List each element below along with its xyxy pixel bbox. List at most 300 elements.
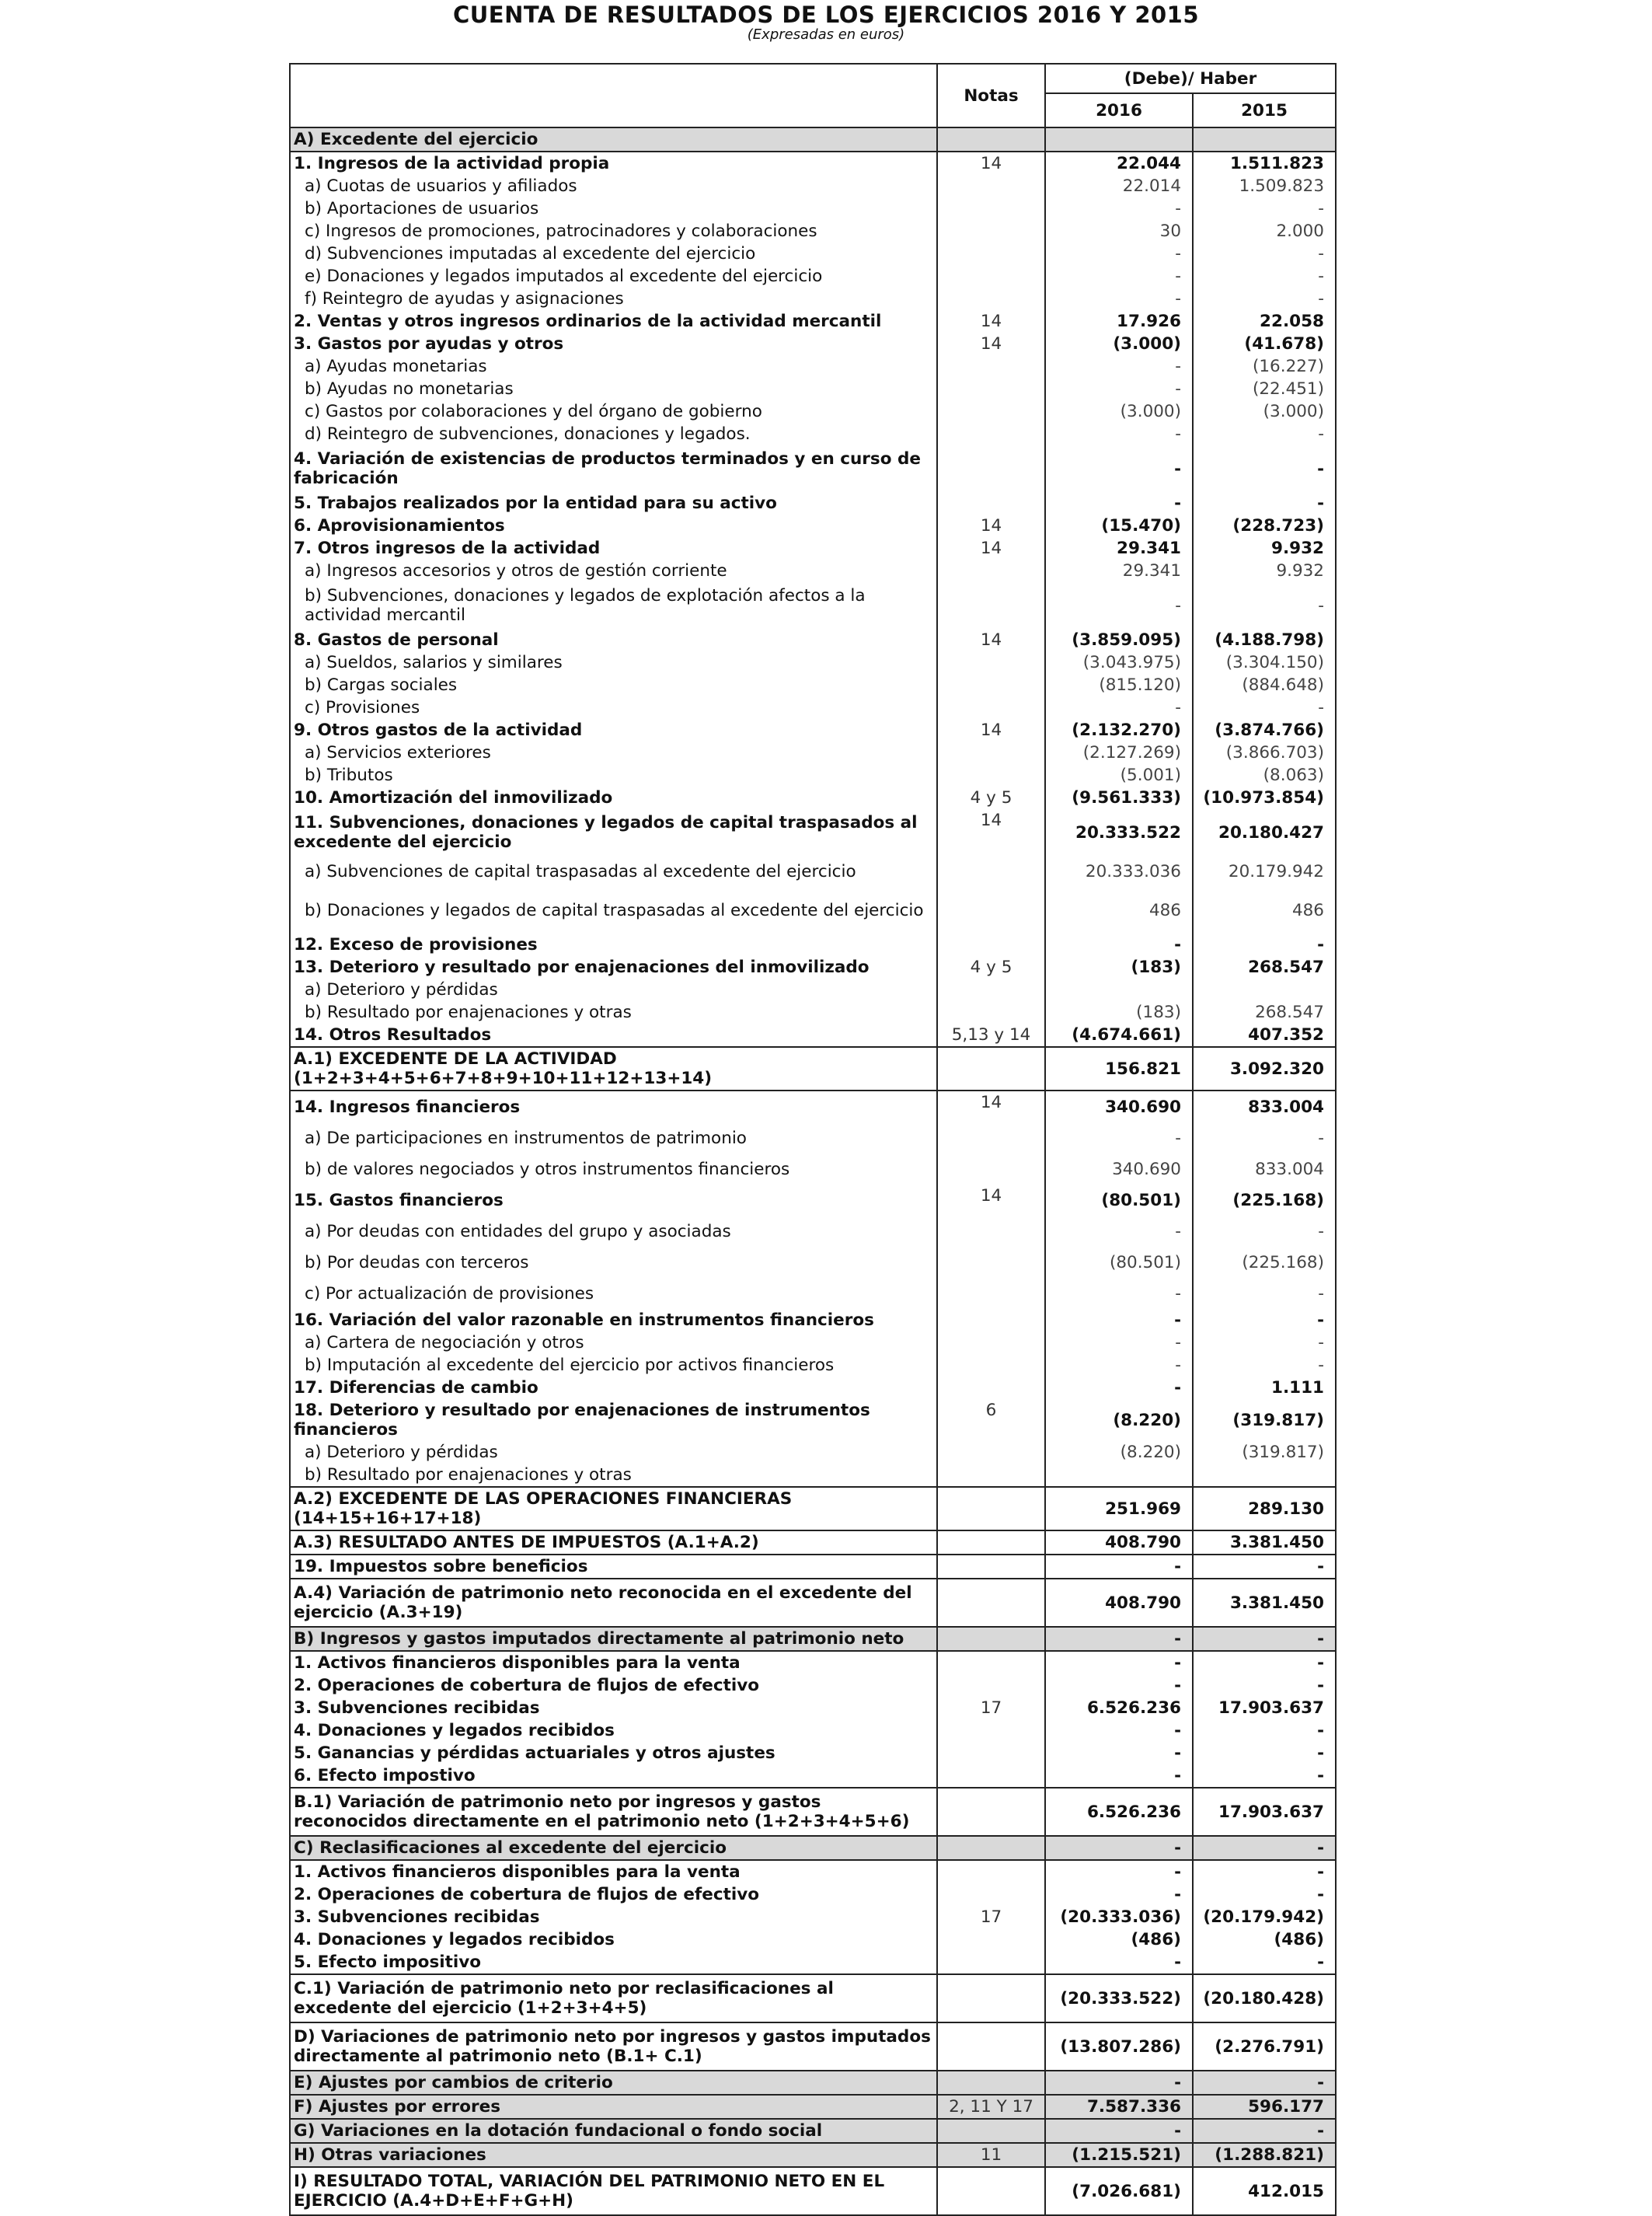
row-value-2016: (7.026.681) (1045, 2167, 1193, 2215)
row-value-2015: (20.179.942) (1193, 1906, 1336, 1928)
table-row (290, 856, 1336, 887)
table-row (290, 1530, 1336, 1555)
row-value-2015: - (1193, 1742, 1336, 1764)
table-row (290, 1399, 1336, 1441)
header-year-2016: 2016 (1045, 93, 1193, 127)
row-value-2016: - (1045, 1651, 1193, 1674)
row-value-2016: - (1045, 1354, 1193, 1377)
row-notes (937, 1122, 1045, 1153)
row-value-2016: - (1045, 2071, 1193, 2095)
table-row (290, 719, 1336, 742)
table-row (290, 1974, 1336, 2022)
row-label: 14. Ingresos financieros (290, 1091, 937, 1122)
row-value-2015: 22.058 (1193, 310, 1336, 333)
table-row (290, 1579, 1336, 1627)
row-value-2015: - (1193, 1674, 1336, 1697)
row-notes (937, 1788, 1045, 1836)
row-value-2015: (884.648) (1193, 674, 1336, 696)
row-value-2015: 3.381.450 (1193, 1579, 1336, 1627)
row-label: A.4) Variación de patrimonio neto reconocida en el excedente del ejercicio (A.3+19) (290, 1579, 937, 1627)
row-label: c) Provisiones (290, 696, 937, 719)
table-row (290, 1487, 1336, 1530)
row-value-2016: - (1045, 1377, 1193, 1399)
row-notes (937, 934, 1045, 956)
row-notes (937, 1836, 1045, 1860)
header-blank-cell (290, 64, 937, 127)
row-value-2015: - (1193, 1627, 1336, 1651)
table-row (290, 243, 1336, 265)
row-notes (937, 492, 1045, 515)
row-notes (937, 1579, 1045, 1627)
row-label: b) Resultado por enajenaciones y otras (290, 1001, 937, 1024)
table-row (290, 1719, 1336, 1742)
row-value-2015: 268.547 (1193, 1001, 1336, 1024)
row-notes (937, 378, 1045, 400)
table-row (290, 1091, 1336, 1122)
row-label: b) Imputación al excedente del ejercicio por activos financieros (290, 1354, 937, 1377)
row-label: A.1) EXCEDENTE DE LA ACTIVIDAD (1+2+3+4+5+6+7+8+9+10+11+12+13+14) (290, 1047, 937, 1091)
row-notes (937, 1377, 1045, 1399)
table-row (290, 1354, 1336, 1377)
row-notes (937, 2167, 1045, 2215)
row-notes (937, 1764, 1045, 1788)
row-value-2015: - (1193, 423, 1336, 445)
row-notes (937, 1719, 1045, 1742)
row-notes: 4 y 5 (937, 787, 1045, 809)
header-debe-haber: (Debe)/ Haber (1045, 64, 1336, 93)
table-row (290, 400, 1336, 423)
row-label: d) Subvenciones imputadas al excedente del ejercicio (290, 243, 937, 265)
row-value-2015: (3.304.150) (1193, 651, 1336, 674)
row-value-2016: (9.561.333) (1045, 787, 1193, 809)
row-value-2015: 833.004 (1193, 1091, 1336, 1122)
table-row (290, 764, 1336, 787)
row-value-2016: 30 (1045, 220, 1193, 243)
table-row (290, 696, 1336, 719)
row-value-2016: (15.470) (1045, 515, 1193, 537)
row-value-2015: - (1193, 1764, 1336, 1788)
row-notes (937, 175, 1045, 197)
row-value-2015: (4.188.798) (1193, 629, 1336, 651)
row-value-2015: (228.723) (1193, 515, 1336, 537)
row-label: 9. Otros gastos de la actividad (290, 719, 937, 742)
row-label: b) Donaciones y legados de capital traspasadas al excedente del ejercicio (290, 887, 937, 934)
table-row (290, 809, 1336, 856)
table-row (290, 1216, 1336, 1247)
row-label: 8. Gastos de personal (290, 629, 937, 651)
row-notes (937, 1674, 1045, 1697)
row-value-2016: - (1045, 1331, 1193, 1354)
row-label: C.1) Variación de patrimonio neto por reclasificaciones al excedente del ejercicio (1+2+3+4+5) (290, 1974, 937, 2022)
row-notes (937, 560, 1045, 582)
row-label: a) Cartera de negociación y otros (290, 1331, 937, 1354)
table-row (290, 887, 1336, 934)
row-label: 17. Diferencias de cambio (290, 1377, 937, 1399)
row-value-2015: (41.678) (1193, 333, 1336, 355)
row-label: f) Reintegro de ayudas y asignaciones (290, 288, 937, 310)
table-row (290, 537, 1336, 560)
row-notes (937, 1555, 1045, 1579)
row-value-2015: 289.130 (1193, 1487, 1336, 1530)
row-value-2015: (2.276.791) (1193, 2022, 1336, 2071)
table-row (290, 1651, 1336, 1674)
row-label: b) Ayudas no monetarias (290, 378, 937, 400)
row-label: G) Variaciones en la dotación fundacional o fondo social (290, 2119, 937, 2143)
row-label: b) de valores negociados y otros instrumentos financieros (290, 1153, 937, 1185)
row-value-2015: - (1193, 2119, 1336, 2143)
row-value-2016: (20.333.522) (1045, 1974, 1193, 2022)
table-row (290, 1906, 1336, 1928)
row-value-2016: (8.220) (1045, 1441, 1193, 1464)
row-label: C) Reclasificaciones al excedente del ejercicio (290, 1836, 937, 1860)
row-notes (937, 243, 1045, 265)
row-value-2016 (1045, 979, 1193, 1001)
table-row (290, 787, 1336, 809)
row-value-2016: (8.220) (1045, 1399, 1193, 1441)
row-label: 14. Otros Resultados (290, 1024, 937, 1047)
row-label: a) Deterioro y pérdidas (290, 979, 937, 1001)
row-value-2015: (1.288.821) (1193, 2143, 1336, 2167)
row-notes: 5,13 y 14 (937, 1024, 1045, 1047)
row-value-2016: (2.132.270) (1045, 719, 1193, 742)
row-notes: 14 (937, 515, 1045, 537)
row-notes (937, 674, 1045, 696)
row-label: a) Sueldos, salarios y similares (290, 651, 937, 674)
row-label: 5. Trabajos realizados por la entidad para su activo (290, 492, 937, 515)
row-value-2016: 408.790 (1045, 1579, 1193, 1627)
row-value-2016: - (1045, 1674, 1193, 1697)
row-notes (937, 1441, 1045, 1464)
row-value-2015: (3.874.766) (1193, 719, 1336, 742)
table-row (290, 1278, 1336, 1309)
row-notes (937, 445, 1045, 492)
table-row (290, 310, 1336, 333)
row-value-2016: - (1045, 696, 1193, 719)
table-row (290, 1185, 1336, 1216)
row-value-2015: - (1193, 1278, 1336, 1309)
row-value-2016: (486) (1045, 1928, 1193, 1951)
table-row (290, 2022, 1336, 2071)
row-value-2016: - (1045, 1742, 1193, 1764)
row-label: 3. Subvenciones recibidas (290, 1906, 937, 1928)
table-row (290, 1674, 1336, 1697)
row-value-2016: 6.526.236 (1045, 1788, 1193, 1836)
row-value-2015: - (1193, 1860, 1336, 1883)
row-value-2015: - (1193, 243, 1336, 265)
table-row (290, 423, 1336, 445)
row-label: b) Aportaciones de usuarios (290, 197, 937, 220)
row-value-2015: (225.168) (1193, 1185, 1336, 1216)
row-value-2016: (815.120) (1045, 674, 1193, 696)
row-label: 16. Variación del valor razonable en instrumentos financieros (290, 1309, 937, 1331)
row-value-2015: (319.817) (1193, 1399, 1336, 1441)
row-label: 3. Gastos por ayudas y otros (290, 333, 937, 355)
row-value-2015: 17.903.637 (1193, 1788, 1336, 1836)
table-row (290, 1697, 1336, 1719)
row-value-2015 (1193, 979, 1336, 1001)
row-label: 2. Operaciones de cobertura de flujos de efectivo (290, 1674, 937, 1697)
row-value-2016: - (1045, 243, 1193, 265)
row-label: 12. Exceso de provisiones (290, 934, 937, 956)
row-value-2016: (80.501) (1045, 1185, 1193, 1216)
row-value-2015: - (1193, 1719, 1336, 1742)
row-notes (937, 1860, 1045, 1883)
row-label: 7. Otros ingresos de la actividad (290, 537, 937, 560)
row-notes: 17 (937, 1697, 1045, 1719)
row-value-2015: 20.179.942 (1193, 856, 1336, 887)
row-label: 1. Ingresos de la actividad propia (290, 152, 937, 175)
row-label: 2. Operaciones de cobertura de flujos de efectivo (290, 1883, 937, 1906)
row-value-2015: - (1193, 197, 1336, 220)
row-label: b) Por deudas con terceros (290, 1247, 937, 1278)
row-value-2016: - (1045, 1764, 1193, 1788)
row-value-2016: 20.333.036 (1045, 856, 1193, 887)
row-label: b) Cargas sociales (290, 674, 937, 696)
row-value-2015: - (1193, 1836, 1336, 1860)
row-notes: 14 (937, 310, 1045, 333)
row-label: 13. Deterioro y resultado por enajenaciones del inmovilizado (290, 956, 937, 979)
row-notes (937, 979, 1045, 1001)
row-value-2015: - (1193, 582, 1336, 629)
row-value-2016: - (1045, 1555, 1193, 1579)
row-notes (937, 887, 1045, 934)
row-value-2015: (8.063) (1193, 764, 1336, 787)
row-value-2015: 407.352 (1193, 1024, 1336, 1047)
row-value-2015: - (1193, 1951, 1336, 1974)
row-value-2015: 2.000 (1193, 220, 1336, 243)
row-label: b) Tributos (290, 764, 937, 787)
row-notes: 14 (937, 719, 1045, 742)
table-row (290, 445, 1336, 492)
table-row (290, 1464, 1336, 1487)
row-label: 4. Donaciones y legados recibidos (290, 1928, 937, 1951)
table-row (290, 1555, 1336, 1579)
row-value-2015: 9.932 (1193, 537, 1336, 560)
row-value-2016: (2.127.269) (1045, 742, 1193, 764)
row-label: F) Ajustes por errores (290, 2095, 937, 2119)
table-row (290, 175, 1336, 197)
table-row (290, 742, 1336, 764)
page-title: CUENTA DE RESULTADOS DE LOS EJERCICIOS 2016 Y 2015 (452, 2, 1200, 28)
row-value-2016: - (1045, 492, 1193, 515)
row-label: A) Excedente del ejercicio (290, 127, 937, 152)
row-value-2016: (5.001) (1045, 764, 1193, 787)
row-notes: 4 y 5 (937, 956, 1045, 979)
table-row (290, 1764, 1336, 1788)
row-label: 4. Donaciones y legados recibidos (290, 1719, 937, 1742)
row-notes: 14 (937, 1091, 1045, 1122)
row-label: a) Ayudas monetarias (290, 355, 937, 378)
header-year-2015: 2015 (1193, 93, 1336, 127)
row-label: a) Deterioro y pérdidas (290, 1441, 937, 1464)
row-label: 4. Variación de existencias de productos terminados y en curso de fabricación (290, 445, 937, 492)
row-value-2016: 251.969 (1045, 1487, 1193, 1530)
row-value-2015 (1193, 1464, 1336, 1487)
row-label: 5. Ganancias y pérdidas actuariales y otros ajustes (290, 1742, 937, 1764)
row-value-2016: 22.014 (1045, 175, 1193, 197)
row-value-2015: - (1193, 934, 1336, 956)
row-notes: 14 (937, 1185, 1045, 1216)
row-notes (937, 1487, 1045, 1530)
row-value-2015: (225.168) (1193, 1247, 1336, 1278)
table-row (290, 492, 1336, 515)
row-notes (937, 1742, 1045, 1764)
row-value-2015: (10.973.854) (1193, 787, 1336, 809)
row-label: B.1) Variación de patrimonio neto por ingresos y gastos reconocidos directamente en el patrimonio neto (1+2+3+4+5+6) (290, 1788, 937, 1836)
row-label: a) Subvenciones de capital traspasadas al excedente del ejercicio (290, 856, 937, 887)
row-label: c) Ingresos de promociones, patrocinadores y colaboraciones (290, 220, 937, 243)
table-row (290, 1047, 1336, 1091)
row-label: e) Donaciones y legados imputados al excedente del ejercicio (290, 265, 937, 288)
row-notes (937, 856, 1045, 887)
row-notes: 14 (937, 809, 1045, 856)
row-value-2015: (486) (1193, 1928, 1336, 1951)
row-value-2016: 340.690 (1045, 1153, 1193, 1185)
row-value-2016: 22.044 (1045, 152, 1193, 175)
row-label: A.2) EXCEDENTE DE LAS OPERACIONES FINANCIERAS (14+15+16+17+18) (290, 1487, 937, 1530)
table-row (290, 265, 1336, 288)
row-value-2016: - (1045, 445, 1193, 492)
row-label: 1. Activos financieros disponibles para la venta (290, 1651, 937, 1674)
table-row (290, 2095, 1336, 2119)
row-notes: 14 (937, 537, 1045, 560)
row-value-2015: - (1193, 1216, 1336, 1247)
row-value-2015: - (1193, 1555, 1336, 1579)
row-notes (937, 764, 1045, 787)
table-row (290, 1377, 1336, 1399)
row-notes (937, 2022, 1045, 2071)
table-row (290, 1441, 1336, 1464)
table-row (290, 979, 1336, 1001)
row-value-2016: - (1045, 1216, 1193, 1247)
table-row (290, 629, 1336, 651)
table-row (290, 152, 1336, 175)
table-row (290, 1122, 1336, 1153)
row-value-2015: - (1193, 696, 1336, 719)
table-row (290, 2143, 1336, 2167)
row-notes (937, 1001, 1045, 1024)
table-body (290, 127, 1336, 2215)
row-value-2016: - (1045, 1309, 1193, 1331)
row-notes (937, 288, 1045, 310)
row-notes (937, 1951, 1045, 1974)
table-row (290, 333, 1336, 355)
table-row (290, 651, 1336, 674)
table-row (290, 1836, 1336, 1860)
row-value-2016: 340.690 (1045, 1091, 1193, 1122)
row-value-2015: 9.932 (1193, 560, 1336, 582)
row-value-2015: (3.866.703) (1193, 742, 1336, 764)
table-row (290, 515, 1336, 537)
row-label: 19. Impuestos sobre beneficios (290, 1555, 937, 1579)
table-row (290, 934, 1336, 956)
row-value-2015: (3.000) (1193, 400, 1336, 423)
row-label: 1. Activos financieros disponibles para la venta (290, 1860, 937, 1883)
row-value-2016: (3.000) (1045, 400, 1193, 423)
row-value-2015: 412.015 (1193, 2167, 1336, 2215)
row-label: 11. Subvenciones, donaciones y legados de capital traspasados al excedente del ejercicio (290, 809, 937, 856)
row-notes (937, 1153, 1045, 1185)
row-notes (937, 2119, 1045, 2143)
row-notes (937, 742, 1045, 764)
row-notes (937, 1464, 1045, 1487)
row-value-2016: (13.807.286) (1045, 2022, 1193, 2071)
row-label: c) Gastos por colaboraciones y del órgano de gobierno (290, 400, 937, 423)
row-value-2016: (3.000) (1045, 333, 1193, 355)
row-value-2015: 1.111 (1193, 1377, 1336, 1399)
income-statement-table (289, 63, 1337, 2216)
table-row (290, 197, 1336, 220)
row-notes (937, 1883, 1045, 1906)
row-value-2016: - (1045, 1627, 1193, 1651)
table-row (290, 2071, 1336, 2095)
table-row (290, 2167, 1336, 2215)
row-label: a) Ingresos accesorios y otros de gestión corriente (290, 560, 937, 582)
row-value-2016: 408.790 (1045, 1530, 1193, 1555)
row-value-2015: (20.180.428) (1193, 1974, 1336, 2022)
row-value-2015: 268.547 (1193, 956, 1336, 979)
row-label: b) Subvenciones, donaciones y legados de explotación afectos a la actividad mercantil (290, 582, 937, 629)
row-value-2016: 7.587.336 (1045, 2095, 1193, 2119)
row-label: 5. Efecto impositivo (290, 1951, 937, 1974)
table-row (290, 1331, 1336, 1354)
row-value-2016: - (1045, 1122, 1193, 1153)
page-subtitle: (Expresadas en euros) (747, 26, 905, 43)
row-value-2016: 17.926 (1045, 310, 1193, 333)
row-label: I) RESULTADO TOTAL, VARIACIÓN DEL PATRIMONIO NETO EN EL EJERCICIO (A.4+D+E+F+G+H) (290, 2167, 937, 2215)
row-value-2016: - (1045, 1951, 1193, 1974)
row-label: d) Reintegro de subvenciones, donaciones y legados. (290, 423, 937, 445)
row-label: 2. Ventas y otros ingresos ordinarios de la actividad mercantil (290, 310, 937, 333)
row-value-2015: - (1193, 265, 1336, 288)
row-notes (937, 423, 1045, 445)
row-notes (937, 197, 1045, 220)
row-value-2015: - (1193, 2071, 1336, 2095)
row-value-2015: - (1193, 1883, 1336, 1906)
row-value-2015: - (1193, 1354, 1336, 1377)
row-notes (937, 1354, 1045, 1377)
row-value-2016: - (1045, 582, 1193, 629)
row-notes: 11 (937, 2143, 1045, 2167)
row-value-2016: - (1045, 378, 1193, 400)
row-value-2015: 1.511.823 (1193, 152, 1336, 175)
row-value-2016: 156.821 (1045, 1047, 1193, 1091)
row-notes (937, 1974, 1045, 2022)
row-value-2015: (319.817) (1193, 1441, 1336, 1464)
row-notes (937, 400, 1045, 423)
row-notes (937, 1309, 1045, 1331)
row-label: a) Servicios exteriores (290, 742, 937, 764)
table-row (290, 1883, 1336, 1906)
table-row (290, 1153, 1336, 1185)
row-value-2016: - (1045, 265, 1193, 288)
row-value-2016: (1.215.521) (1045, 2143, 1193, 2167)
row-notes (937, 265, 1045, 288)
row-notes (937, 1247, 1045, 1278)
row-value-2015: 20.180.427 (1193, 809, 1336, 856)
table-row (290, 1860, 1336, 1883)
row-value-2016: (3.043.975) (1045, 651, 1193, 674)
row-value-2015: - (1193, 1651, 1336, 1674)
row-label: b) Resultado por enajenaciones y otras (290, 1464, 937, 1487)
row-label: 3. Subvenciones recibidas (290, 1697, 937, 1719)
table-row (290, 288, 1336, 310)
row-value-2015: - (1193, 1309, 1336, 1331)
row-value-2016 (1045, 1464, 1193, 1487)
row-value-2016: - (1045, 2119, 1193, 2143)
row-label: 10. Amortización del inmovilizado (290, 787, 937, 809)
table-row (290, 582, 1336, 629)
